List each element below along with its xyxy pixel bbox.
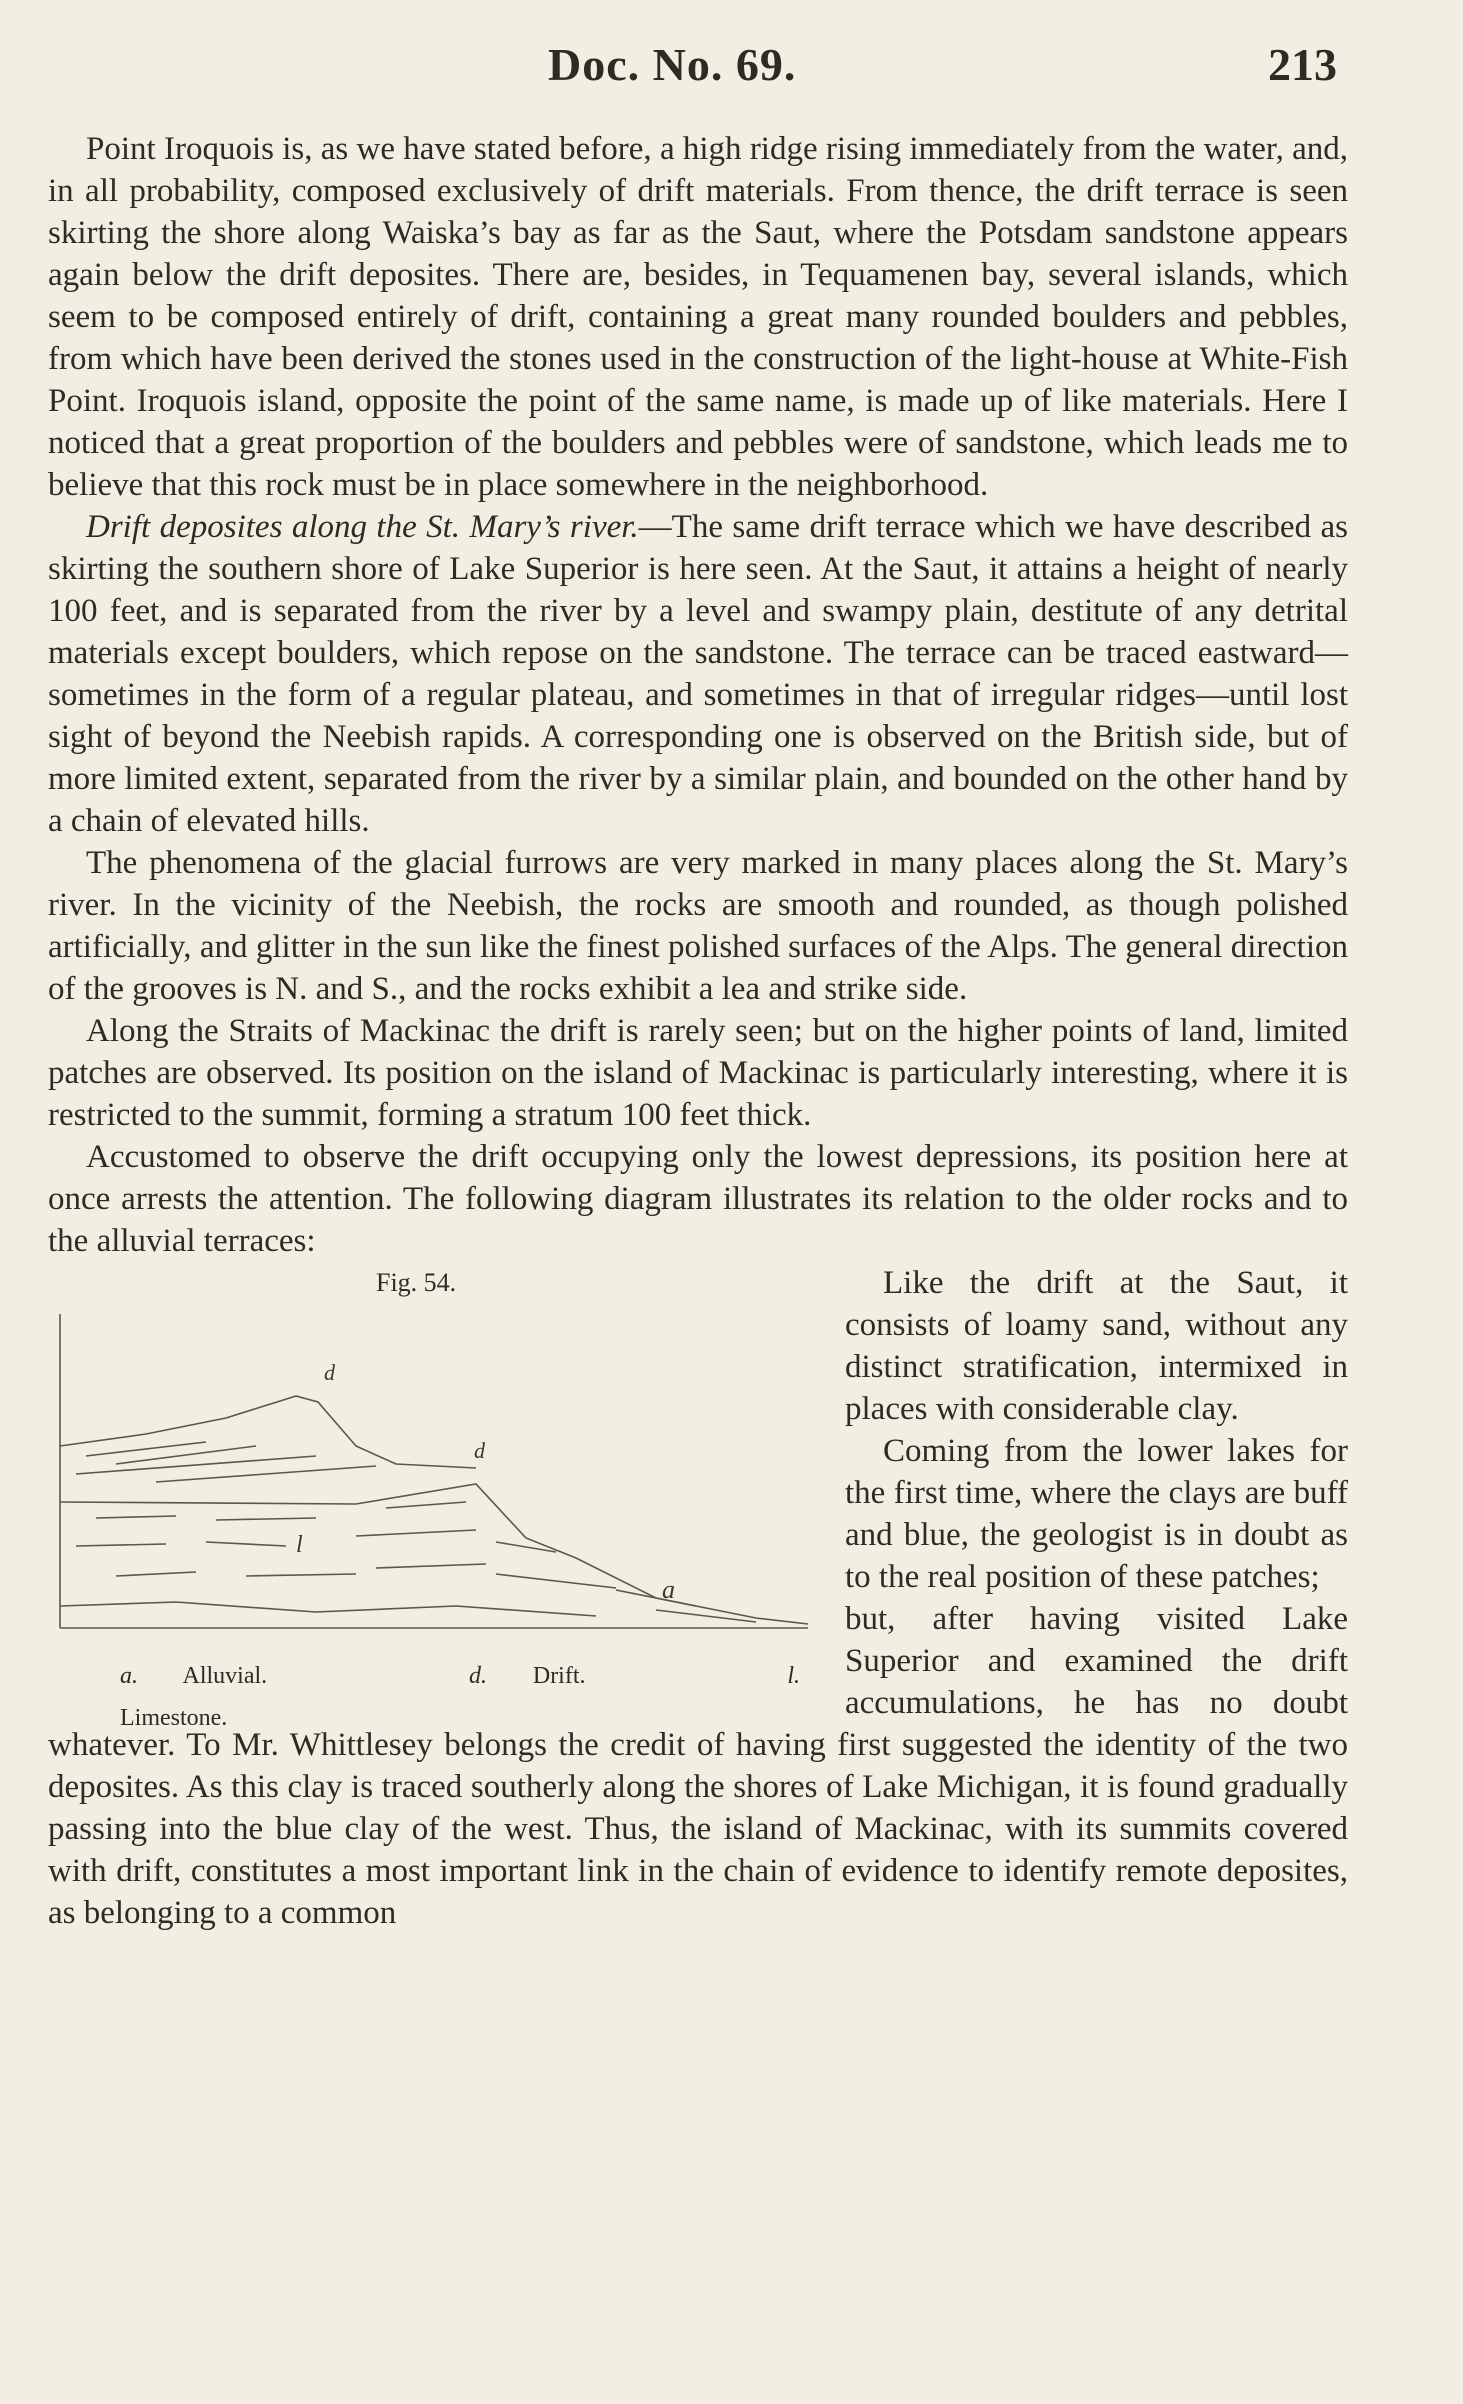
- paragraph-continuation: but, after having visited Lake Superior and examined the drift accumulations, he has no doubt whatever. To Mr. Whittlesey belongs the credit of having first suggested the identity of the two deposites. As this clay is traced southerly along the shores of Lake Michigan, it is found gradually passing into the blue clay of the west. Thus, the island of Mackinac, with its summits covered with drift, constitutes a most important link in the chain of evidence to identify remote deposites, as belonging to a common: [48, 1601, 1348, 1931]
- drift-strata-lines: [76, 1442, 376, 1482]
- geology-cross-section-diagram: [56, 1306, 816, 1646]
- paragraph-text: —The same drift terrace which we have described as skirting the southern shore of Lake Superior is here seen. At the Saut, it attains a height of nearly 100 feet, and is separated from the river by a level and swampy plain, destitute of any detrital materials except boulders, which repose on the sandstone. The terrace can be traced eastward—sometimes in the form of a regular plateau, and sometimes in that of irregular ridges—until lost sight of beyond the Neebish rapids. A corresponding one is observed on the British side, but of more limited extent, separated from the river by a similar plain, and bounded on the other hand by a chain of elevated hills.: [48, 509, 1348, 839]
- limestone-outline: [60, 1484, 576, 1558]
- document-number: Doc. No. 69.: [548, 39, 797, 90]
- label-drift-top: d: [324, 1360, 335, 1385]
- paragraph-point-iroquois: Point Iroquois is, as we have stated before, a high ridge rising immediately from the water, and, in all probability, composed exclusively of drift materials. From thence, the drift terrace is seen skirting the shore along Waiska’s bay as far as the Saut, where the Potsdam sandstone appears again below the drift deposites. There are, besides, in Tequamenen bay, several islands, which seem to be composed entirely of drift, containing a great many rounded boulders and pebbles, from which have been derived the stones used in the construction of the light-house at White-Fish Point. Iroquois island, opposite the point of the same name, is made up of like materials. Here I noticed that a great proportion of the boulders and pebbles were of sandstone, which leads me to believe that this rock must be in place somewhere in the neighborhood.: [48, 131, 1348, 503]
- legend-alluvial: a. Alluvial.: [120, 1663, 268, 1689]
- figure-legend: [120, 1655, 800, 1739]
- figure-54: [48, 1262, 823, 1731]
- label-limestone: l: [296, 1532, 303, 1558]
- legend-drift: d. Drift.: [469, 1663, 586, 1689]
- page-number: 213: [1268, 39, 1337, 90]
- paragraph-lower-lakes: Coming from the lower lakes for the first time, where the clays are buff and blue, the geologist is in doubt as to the real position of these patches;: [845, 1433, 1348, 1595]
- base-line: [60, 1602, 596, 1616]
- paragraph-diagram-intro: Accustomed to observe the drift occupying only the lowest depressions, its position here at once arrests the attention. The following diagram illustrates its relation to the older rocks and to the alluvial terraces:: [48, 1139, 1348, 1259]
- drift-layer-outline: [60, 1396, 476, 1468]
- paragraph-st-marys-river: [48, 506, 1348, 842]
- figure-label: Fig. 54.: [376, 1268, 457, 1297]
- paragraph-glacial-furrows: The phenomena of the glacial furrows are very marked in many places along the St. Mary’s river. In the vicinity of the Neebish, the rocks are smooth and rounded, as though polished artificially, and glitter in the sun like the finest polished surfaces of the Alps. The general direction of the grooves is N. and S., and the rocks exhibit a lea and strike side.: [48, 845, 1348, 1007]
- limestone-bedding-lines-lower: [116, 1564, 616, 1588]
- body-text: [48, 128, 1348, 1934]
- paragraph-loamy-sand: Like the drift at the Saut, it consists of loamy sand, without any distinct stratification, intermixed in places with considerable clay.: [845, 1265, 1348, 1427]
- limestone-bedding-lines: [76, 1502, 556, 1552]
- page-header: [48, 38, 1348, 98]
- figure-block: [48, 1262, 1348, 1731]
- section-heading: Drift deposites along the St. Mary’s river.: [86, 509, 639, 545]
- paragraph-straits-mackinac: Along the Straits of Mackinac the drift is rarely seen; but on the higher points of land, limited patches are observed. Its position on the island of Mackinac is particularly interesting, where it is restricted to the summit, forming a stratum 100 feet thick.: [48, 1013, 1348, 1133]
- legend-limestone: l. Limestone.: [120, 1663, 801, 1731]
- label-drift-right: d: [474, 1438, 485, 1463]
- label-alluvial: a: [662, 1575, 675, 1604]
- alluvial-strata-lines: [616, 1590, 756, 1622]
